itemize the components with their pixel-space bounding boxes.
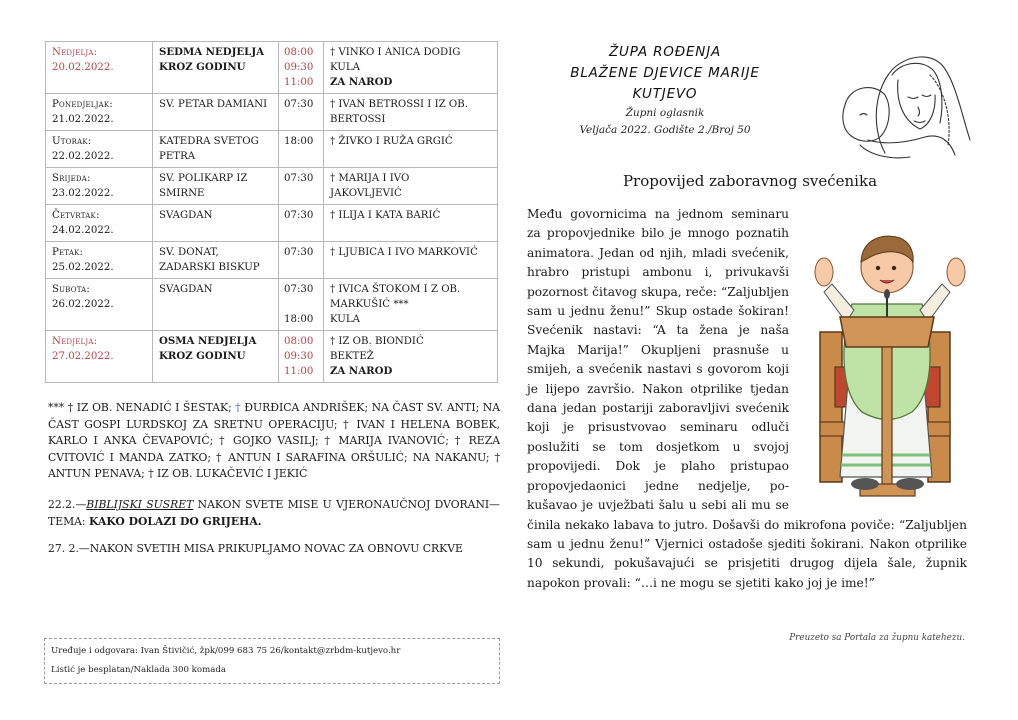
issue-info: Veljača 2022. Godište 2./Broj 50 (579, 124, 751, 136)
madonna-icon (830, 45, 975, 165)
intention-cell (324, 131, 498, 168)
schedule-row (46, 42, 498, 94)
feast-cell (153, 279, 279, 331)
mass-time: 18:00 (284, 314, 314, 325)
imprint-box (44, 638, 500, 684)
day-date: 24.02.2022. (52, 225, 114, 236)
note-text: *** † IZ OB. NENADIĆ I ŠESTAK; (48, 401, 236, 414)
time-cell (279, 42, 324, 94)
bible-meeting-announcement (48, 497, 500, 530)
newsletter-subtitle: Župni oglasnik (625, 107, 705, 119)
announcement-text: NAKON SVETE MISE U VJERONAUČNOJ DVORANI—TEMA: (48, 498, 500, 528)
mass-time: 07:30 (284, 173, 314, 184)
intention-cell (324, 94, 498, 131)
feast-cell (153, 94, 279, 131)
day-cell (46, 42, 153, 94)
day-date: 23.02.2022. (52, 188, 114, 199)
announcement-date: 22.2.— (48, 498, 87, 511)
intention-cell (324, 242, 498, 279)
time-cell (279, 331, 324, 383)
mass-intention: † ŽIVKO I RUŽA GRGIĆ (330, 136, 453, 147)
mass-time: 07:30 (284, 210, 314, 221)
masthead (540, 42, 790, 139)
feast-line: SMIRNE (159, 188, 205, 199)
mass-intention: ZA NAROD (330, 365, 393, 377)
parish-name-line3: KUTJEVO (632, 86, 698, 102)
mass-intention: KULA (330, 314, 360, 325)
mass-time: 09:30 (284, 62, 314, 73)
feast-cell (153, 331, 279, 383)
note-text-rest: ĐURĐICA ANDRIŠEK; NA ČAST SV. ANTI; NA ČAST GOSPI LURDSKOJ ZA SRETNU OPERACIJU; † IVAN I HELENA BOBEK, KARLO I ANKA ČEVAPOVIĆ; † GOJKO VASILJ; † MARIJA IVANOVIĆ; † REZA CVITOVIĆ I MANDA ZATKO; † ANTUN I SARAFINA ORŠULIĆ; NA NAKANU; † ANTUN PENAVA; † IZ OB. LUKAČEVIĆ I JEKIĆ (48, 401, 501, 480)
mass-intention: MARKUŠIĆ *** (330, 299, 409, 310)
day-date: 27.02.2022. (52, 351, 114, 362)
day-cell (46, 331, 153, 383)
cross-icon: † (235, 401, 241, 414)
feast-line: SV. PETAR DAMIANI (159, 99, 268, 110)
mass-time: 09:30 (284, 351, 314, 362)
feast-line: KROZ GODINU (159, 61, 246, 73)
mass-intention: JAKOVLJEVIĆ (330, 188, 402, 199)
extra-intentions-note (48, 400, 500, 483)
day-date: 22.02.2022. (52, 151, 114, 162)
feast-cell (153, 131, 279, 168)
time-cell (279, 94, 324, 131)
day-name: Srijeda: (52, 173, 91, 184)
schedule-row (46, 279, 498, 331)
feast-line: SVAGDAN (159, 284, 213, 295)
time-cell (279, 279, 324, 331)
mass-time: 07:30 (284, 247, 314, 258)
print-run-line: Listić je besplatan/Naklada 300 komada (51, 665, 226, 675)
parish-name-line1: ŽUPA ROĐENJA (608, 44, 722, 60)
feast-line: SVAGDAN (159, 210, 213, 221)
mass-time: 08:00 (284, 47, 314, 58)
time-cell (279, 205, 324, 242)
mass-intention: BEKTEŽ (330, 351, 374, 362)
article-text: Među govornicima na jednom seminaru za propovjednike bilo je mnogo poznatih animatora. Jedan od njih, mladi svećenik, hrabro pristupi ambonu i, privukavši pozornost čitavog skupa, reče: “Zaljubljen sam u jednu ženu!” Skup ostade šokiran! Svećenik nastavi: “A ta žena je naša Majka Marija!” Okupljeni prasnuše u smijeh, a svećenik nastavi s govorom koji je lijepo završio. Nakon otprilike tjedan dana jedan postariji zaboravljivi svećenik koji je prisustvovao seminaru odluči poslužiti se tom dosjetkom u svojoj propovijedi. Dok je plaho pristupao propovjedaonici jedne nedjelje, pokušavao je uvježbati šalu u sebi ali mu se činila nekako labava to jutro. Došavši do mikrofona poviče: “Zaljubljen sam u jednu ženu!” Vjernici ostadoše sjediti šokirani. Nakon otprilike 10 sekundi, pokušavajući se prisjetiti drugog dijela šale, župnik napokon provali: “…i ne mogu se sjetiti kako joj je ime!” (527, 207, 967, 590)
feast-line: OSMA NEDJELJA (159, 335, 257, 347)
time-cell (279, 242, 324, 279)
mass-schedule-table (45, 41, 498, 383)
day-cell (46, 168, 153, 205)
feast-line: PETRA (159, 151, 196, 162)
mass-time (284, 297, 319, 312)
collection-announcement: 27. 2.—NAKON SVETIH MISA PRIKUPLJAMO NOVAC ZA OBNOVU CRKVE (48, 542, 463, 555)
feast-line: KATEDRA SVETOG (159, 136, 259, 147)
mass-time: 11:00 (284, 77, 314, 88)
day-cell (46, 94, 153, 131)
mass-intention: BERTOSSI (330, 114, 386, 125)
mass-intention: † IVICA ŠTOKOM I Z OB. (330, 284, 461, 295)
feast-line: KROZ GODINU (159, 350, 246, 362)
mass-intention: † IZ OB. BIONDIĆ (330, 336, 424, 347)
mass-intention: ZA NAROD (330, 76, 393, 88)
intention-cell (324, 205, 498, 242)
day-name: Četvrtak: (52, 210, 100, 221)
time-cell (279, 131, 324, 168)
feast-line: ZADARSKI BISKUP (159, 262, 260, 273)
day-name: Petak: (52, 247, 84, 258)
article-source-credit: Preuzeto sa Portala za župnu katehezu. (789, 633, 965, 643)
day-cell (46, 205, 153, 242)
feast-line: SV. DONAT, (159, 247, 219, 258)
schedule-row (46, 168, 498, 205)
day-date: 20.02.2022. (52, 62, 114, 73)
intention-cell (324, 279, 498, 331)
intention-cell (324, 42, 498, 94)
feast-line: SV. POLIKARP IZ (159, 173, 248, 184)
mass-intention: † MARIJA I IVO (330, 173, 410, 184)
day-date: 21.02.2022. (52, 114, 114, 125)
schedule-row (46, 242, 498, 279)
editor-line: Uređuje i odgovara: Ivan Štivičić, žpk/099 683 75 26/kontakt@zrbdm-kutjevo.hr (51, 646, 401, 656)
day-name: Subota: (52, 284, 91, 295)
day-name: Ponedjeljak: (52, 99, 113, 110)
day-name: Nedjelja: (52, 336, 98, 347)
mass-intention: KULA (330, 62, 360, 73)
mass-intention: † VINKO I ANICA DODIG (330, 47, 461, 58)
day-date: 25.02.2022. (52, 262, 114, 273)
mass-intention: † LJUBICA I IVO MARKOVIĆ (330, 247, 478, 258)
day-cell (46, 279, 153, 331)
time-cell (279, 168, 324, 205)
mass-time: 07:30 (284, 99, 314, 110)
schedule-row (46, 94, 498, 131)
schedule-row (46, 131, 498, 168)
feast-cell (153, 168, 279, 205)
schedule-row (46, 331, 498, 383)
topic: KAKO DOLAZI DO GRIJEHA. (89, 514, 262, 528)
day-name: Nedjelja: (52, 47, 98, 58)
feast-line: SEDMA NEDJELJA (159, 46, 265, 58)
mass-time: 07:30 (284, 284, 314, 295)
day-name: Utorak: (52, 136, 92, 147)
parish-name-line2: BLAŽENE DJEVICE MARIJE (570, 65, 760, 81)
priest-at-ambo-icon (810, 222, 970, 507)
event-name: BIBLIJSKI SUSRET (86, 498, 194, 511)
day-cell (46, 242, 153, 279)
mass-intention: † IVAN BETROSSI I IZ OB. (330, 99, 468, 110)
mass-intention: † ILIJA I KATA BARIĆ (330, 210, 441, 221)
feast-cell (153, 42, 279, 94)
feast-cell (153, 242, 279, 279)
article-title: Propovijed zaboravnog svećenika (622, 172, 878, 190)
mass-time: 18:00 (284, 136, 314, 147)
mass-time: 08:00 (284, 336, 314, 347)
day-date: 26.02.2022. (52, 299, 114, 310)
schedule-row (46, 205, 498, 242)
mass-time: 11:00 (284, 366, 314, 377)
day-cell (46, 131, 153, 168)
feast-cell (153, 205, 279, 242)
intention-cell (324, 331, 498, 383)
intention-cell (324, 168, 498, 205)
